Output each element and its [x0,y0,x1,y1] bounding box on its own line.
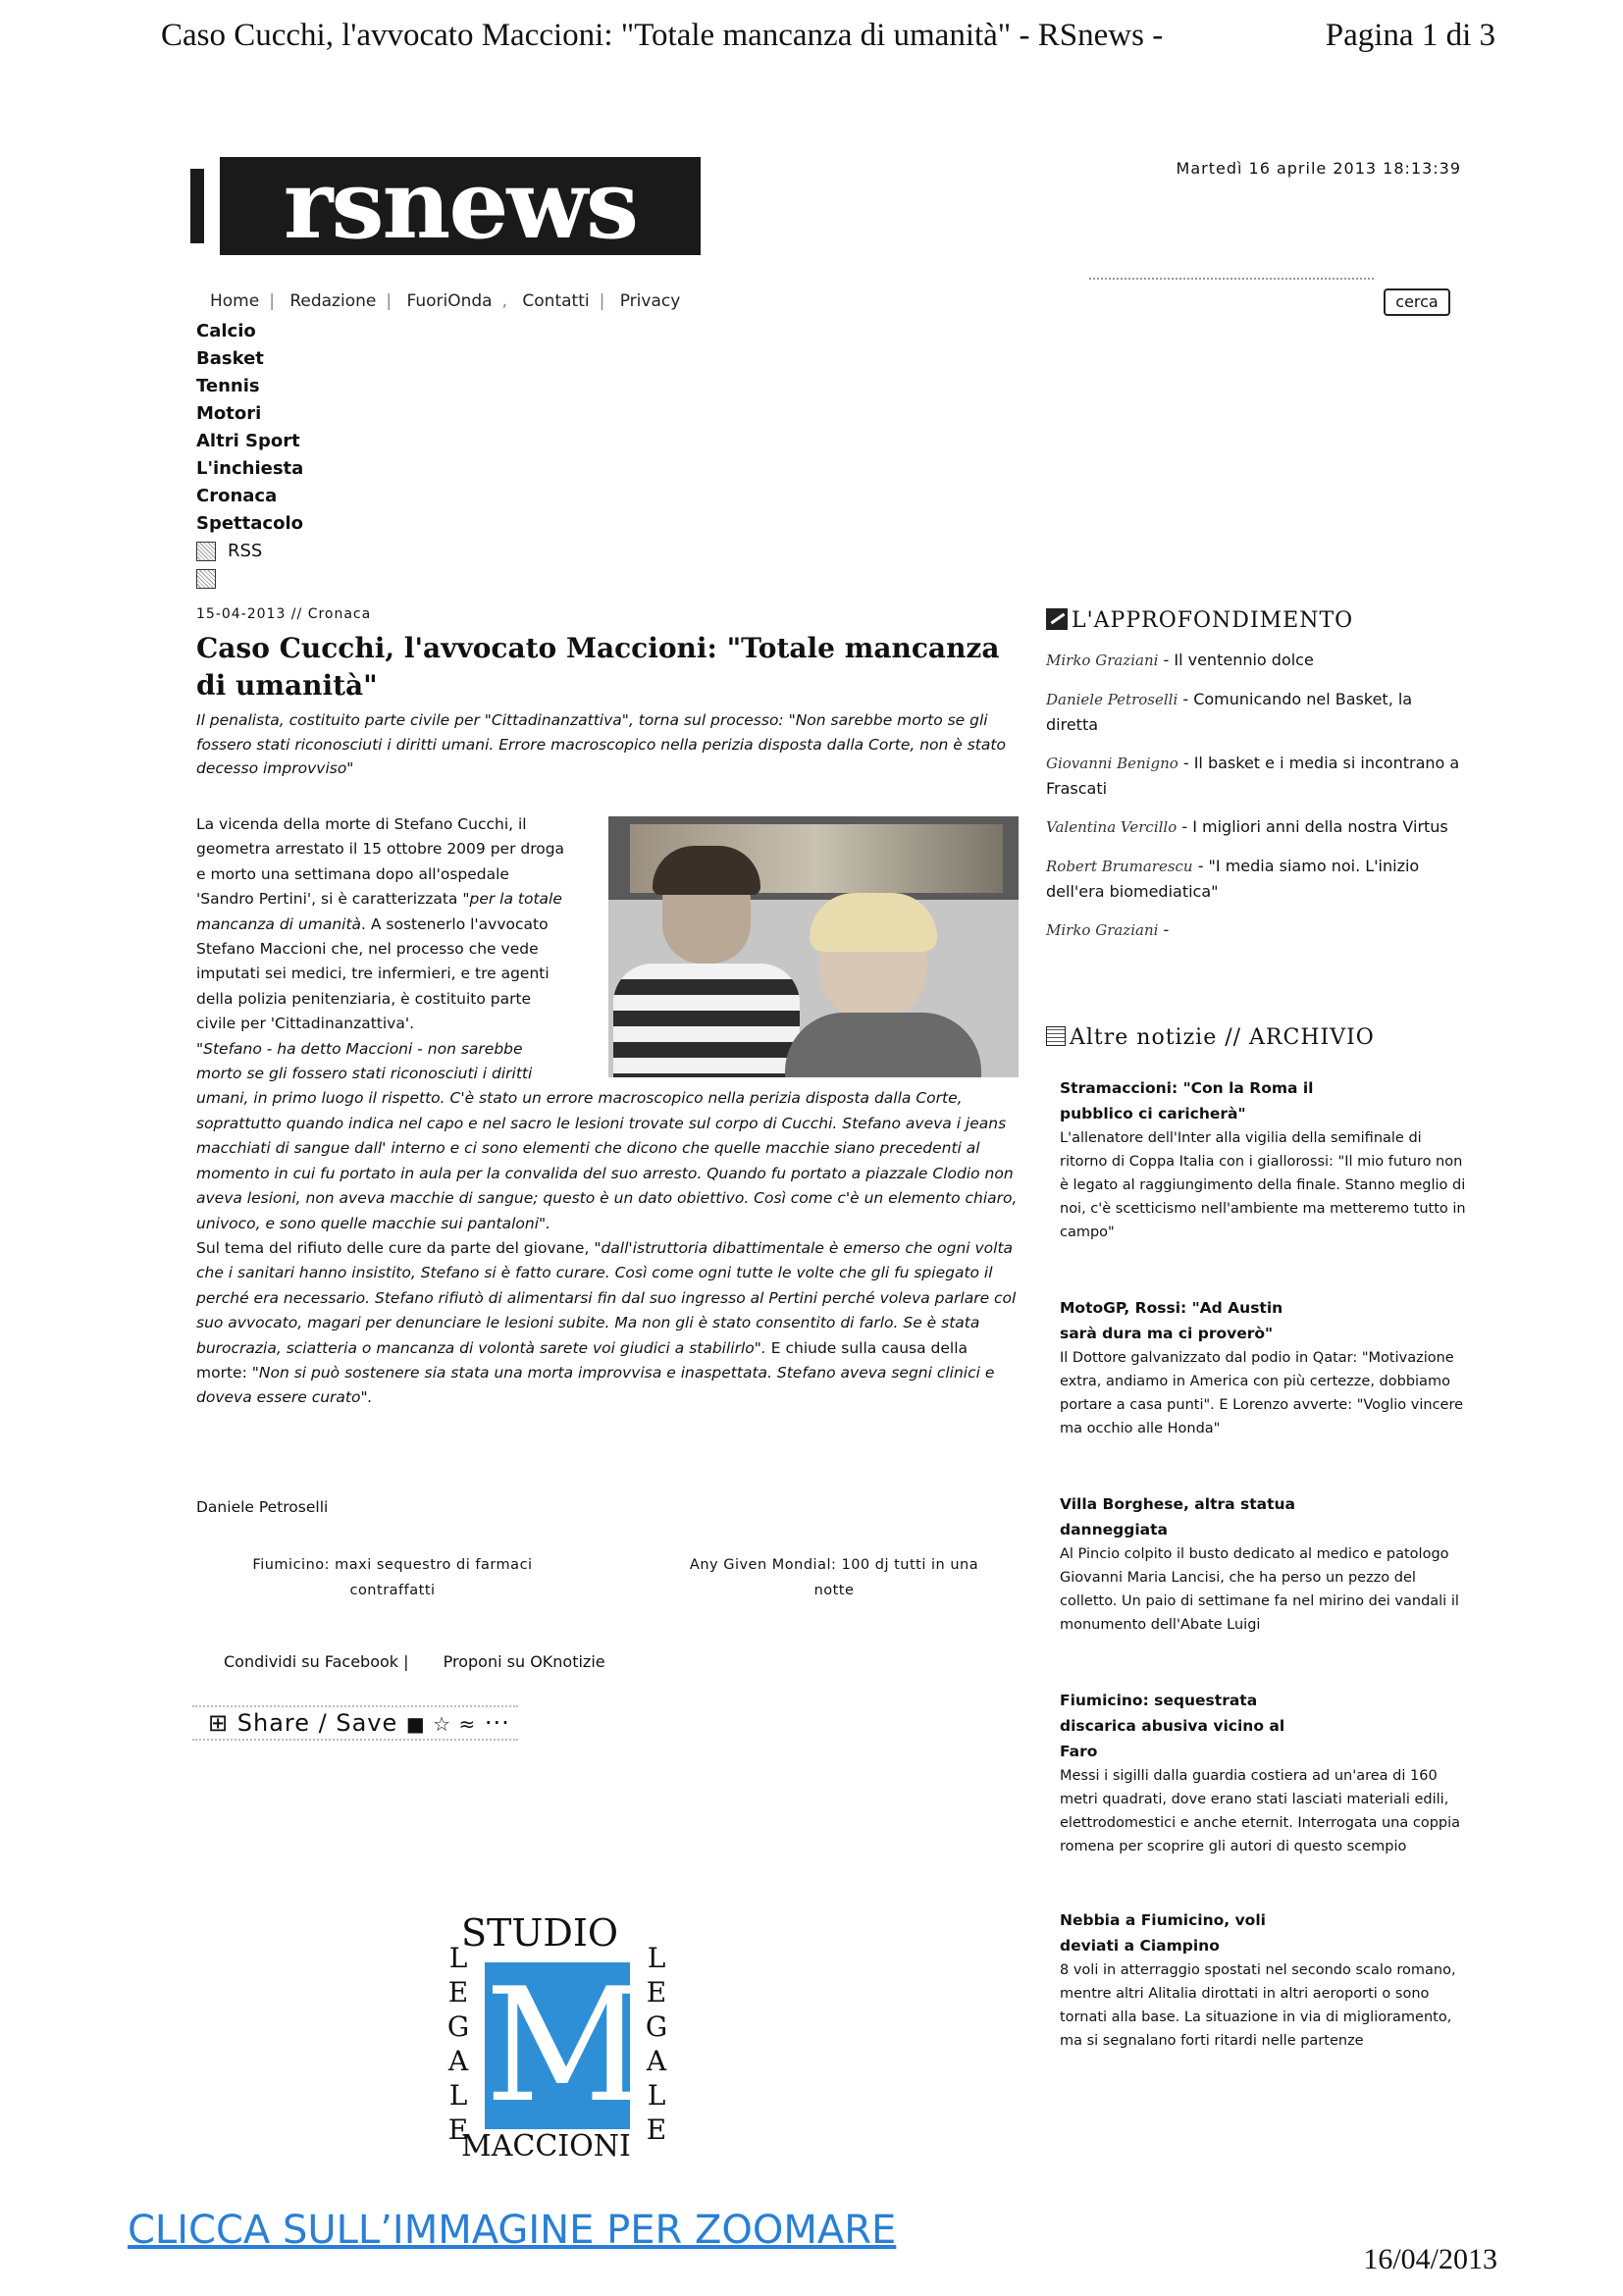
news-text: L'allenatore dell'Inter alla vigilia della semifinale di ritorno di Coppa Italia con i giallorossi: "Il mio futuro non è legato al raggiungimento della finale. Stanno meglio di noi, c'è scetticismo nell'ambiente ma metteremo tutto in campo" [1060,1130,1466,1240]
news-title[interactable]: Stramaccioni: "Con la Roma il pubblico ci caricherà" [1060,1079,1314,1122]
news-text: Al Pincio colpito il busto dedicato al medico e patologo Giovanni Maria Lancisi, che ha perso un pezzo del colletto. Un paio di settimane fa nel mirino dei vandali il monumento dell'Abate Luigi [1060,1546,1459,1633]
intro-line: Stefano Maccioni che, nel processo che vede [196,940,539,959]
share-links [224,1652,635,1671]
list-item[interactable]: Valentina Vercillo - I migliori anni della nostra Virtus [1046,817,1448,836]
intro-line: civile per 'Cittadinanzattiva'. [196,1015,415,1033]
share-services-icons: ■ ☆ ≈ [405,1712,477,1736]
studio-logo-bottom: MACCIONI [461,2129,631,2164]
news-text: Messi i sigilli dalla guardia costiera ad un'area di 160 metri quadrati, dove erano stati lasciati materiali edili, elettrodomestici e anche eternit. Interrogata una coppia romena per scoprire gli autori di questo scempio [1060,1768,1461,1854]
article-meta: 15-04-2013 // Cronaca [196,606,372,622]
nav-privacy[interactable]: Privacy [619,291,681,311]
nav-contatti[interactable]: Contatti [522,291,590,311]
nav-redazione[interactable]: Redazione [289,291,377,311]
news-title[interactable]: Villa Borghese, altra statua danneggiata [1060,1495,1295,1539]
plus-icon: ⊞ [208,1709,230,1737]
category-basket[interactable]: Basket [196,348,264,369]
category-calcio[interactable]: Calcio [196,321,256,341]
article-author: Daniele Petroselli [196,1498,329,1516]
zoom-link[interactable]: CLICCA SULL’IMMAGINE PER ZOOMARE [128,2208,897,2253]
pencil-icon [1046,608,1068,630]
article-paragraph-1: umani, in primo luogo il rispetto. C'è stato un errore macroscopico nella perizia disposta dalla Corte, soprattutto quando indica nel capo e nel sacro le lesioni trovate sul corpo di Cucchi. Stefano aveva i jeans macchiati di sangue dall' interno e ci sono elementi che dicono che quelle macchie siano precedenti al momento in cui fu portato in aula per la convalida del suo arresto. Quando fu portato a piazzale Clodio non aveva lesioni, non aveva macchie di sangue; questo è un dato obiettivo. Così come c'è un elemento chiaro, univoco, e sono quelle macchie sui pantaloni". [196,1089,1018,1232]
feed-icon [196,569,216,589]
intro-line: La vicenda della morte di Stefano Cucchi, il [196,815,527,833]
intro-line: morto se gli fossero stati riconosciuti i diritti [196,1065,533,1083]
news-item[interactable] [1060,1491,1472,1637]
news-title[interactable]: MotoGP, Rossi: "Ad Austin sarà dura ma ci proverò" [1060,1299,1283,1342]
top-nav: Home | Redazione | FuoriOnda , Contatti | Privacy [210,291,681,311]
archivio-heading: Altre notizie // ARCHIVIO [1046,1025,1375,1050]
nav-home[interactable]: Home [210,291,260,311]
category-cronaca[interactable]: Cronaca [196,486,278,506]
feed-link[interactable] [196,565,303,593]
studio-logo-left-column: L E G A L E [446,1942,470,2146]
intro-line: 'Sandro Pertini', si è caratterizzata "per la totale [196,890,562,909]
list-item[interactable]: Daniele Petroselli - Comunicando nel Basket, la diretta [1046,690,1413,734]
category-altri-sport[interactable]: Altri Sport [196,431,300,451]
rss-icon [196,542,216,561]
intro-line: mancanza di umanità. A sostenerlo l'avvocato [196,914,549,933]
article-subtitle: Il penalista, costituito parte civile per "Cittadinanzattiva", torna sul processo: "Non sarebbe morto se gli fossero stati riconosciuti i diritti umani. Errore macroscopico nella perizia disposta dalla Corte, non è stato decesso improvviso" [196,711,1006,777]
intro-line: e morto una settimana dopo all'ospedale [196,864,509,883]
category-inchiesta[interactable]: L'inchiesta [196,458,304,479]
category-motori[interactable]: Motori [196,403,262,424]
archive-icon [1046,1026,1066,1046]
share-save-label: Share / Save [236,1709,398,1737]
site-logo[interactable] [190,149,701,260]
related-next-link[interactable]: Any Given Mondial: 100 dj tutti in una notte [689,1557,979,1598]
list-item[interactable]: Giovanni Benigno - Il basket e i media si incontrano a Frascati [1046,754,1460,798]
article-body [196,812,1021,1411]
intro-line: della polizia penitenziaria, è costituito parte [196,989,532,1008]
category-menu [196,318,303,593]
approfondimento-heading: L'APPROFONDIMENTO [1046,608,1353,633]
category-tennis[interactable]: Tennis [196,376,260,396]
studio-logo-top: STUDIO [461,1911,619,1955]
related-prev-link[interactable]: Fiumicino: maxi sequestro di farmaci contraffatti [252,1557,533,1598]
list-item[interactable]: Mirko Graziani - Il ventennio dolce [1046,651,1314,669]
share-facebook-link[interactable]: Condividi su Facebook | [224,1652,409,1671]
news-text: 8 voli in atterraggio spostati nel secondo scalo romano, mentre altri Alitalia dirottati in altri aeroporti o sono tornati alla base. La situazione in via di miglioramento, ma si segnalano forti ritardi nelle partenze [1060,1962,1456,2049]
print-header-page: Pagina 1 di 3 [1325,18,1495,53]
intro-line: imputati sei medici, tre infermieri, e tre agenti [196,965,550,983]
share-oknotizie-link[interactable]: Proponi su OKnotizie [443,1652,605,1671]
news-item[interactable] [1060,1295,1472,1440]
site-logo-text: rsnews [283,149,638,260]
news-item[interactable] [1060,1075,1472,1244]
print-header-title: Caso Cucchi, l'avvocato Maccioni: "Totale mancanza di umanità" - RSnews - [161,18,1164,53]
quote-a: "per la totale [462,890,562,909]
list-item[interactable]: Robert Brumarescu - "I media siamo noi. L'inizio dell'era biomediatica" [1046,857,1420,901]
search-button[interactable]: cerca [1384,288,1450,316]
approfondimento-list [1046,648,1468,957]
rss-link[interactable] [196,538,303,565]
studio-logo-m: M [485,1954,646,2137]
intro-line: geometra arrestato il 15 ottobre 2009 per droga [196,840,565,859]
share-more: ··· [484,1709,510,1737]
article-title: Caso Cucchi, l'avvocato Maccioni: "Totale mancanza di umanità" [196,632,1000,702]
article-paragraph-2: Sul tema del rifiuto delle cure da parte del giovane, "dall'istruttoria dibattimentale è emerso che ogni volta che i sanitari hanno insistito, Stefano si è fatto curare. Così come ogni tutte le volte che gli fu spiegato il perché era necessario. Stefano rifiutò di alimentarsi fin dal suo ingresso al Pertini perché voleva parlare col suo avvocato, magari per denunciare le lesioni subite. Ma non gli è stato consentito di farlo. Se è stata burocrazia, sciatteria o mancanza di volontà sarete voi giudici a stabilirlo". E chiude sulla causa della morte: "Non si può sostenere sia stata una morta improvvisa e inaspettata. Stefano aveva segni clinici e doveva essere curato". [196,1238,1017,1407]
news-item[interactable] [1060,1907,1472,2053]
current-datetime: Martedì 16 aprile 2013 18:13:39 [1176,159,1461,178]
category-spettacolo[interactable]: Spettacolo [196,513,303,534]
share-save-button[interactable] [192,1705,518,1741]
intro-line: "Stefano - ha detto Maccioni - non sarebbe [196,1039,523,1058]
nav-fuorionda[interactable]: FuoriOnda [406,291,493,311]
search-input[interactable] [1089,278,1374,281]
studio-legale-logo[interactable] [432,1911,687,2168]
news-title[interactable]: Fiumicino: sequestrata discarica abusiva vicino al Faro [1060,1692,1285,1760]
news-item[interactable] [1060,1688,1472,1858]
list-item[interactable]: Mirko Graziani - [1046,920,1170,939]
news-text: Il Dottore galvanizzato dal podio in Qatar: "Motivazione extra, andiamo in America con più certezze, dobbiamo portare a casa punti". E Lorenzo avverte: "Voglio vincere ma occhio alle Honda" [1060,1350,1464,1436]
footer-date: 16/04/2013 [1363,2243,1497,2275]
rss-label: RSS [228,541,263,561]
studio-logo-right-column: L E G A L E [645,1942,668,2146]
news-title[interactable]: Nebbia a Fiumicino, voli deviati a Ciampino [1060,1911,1266,1955]
